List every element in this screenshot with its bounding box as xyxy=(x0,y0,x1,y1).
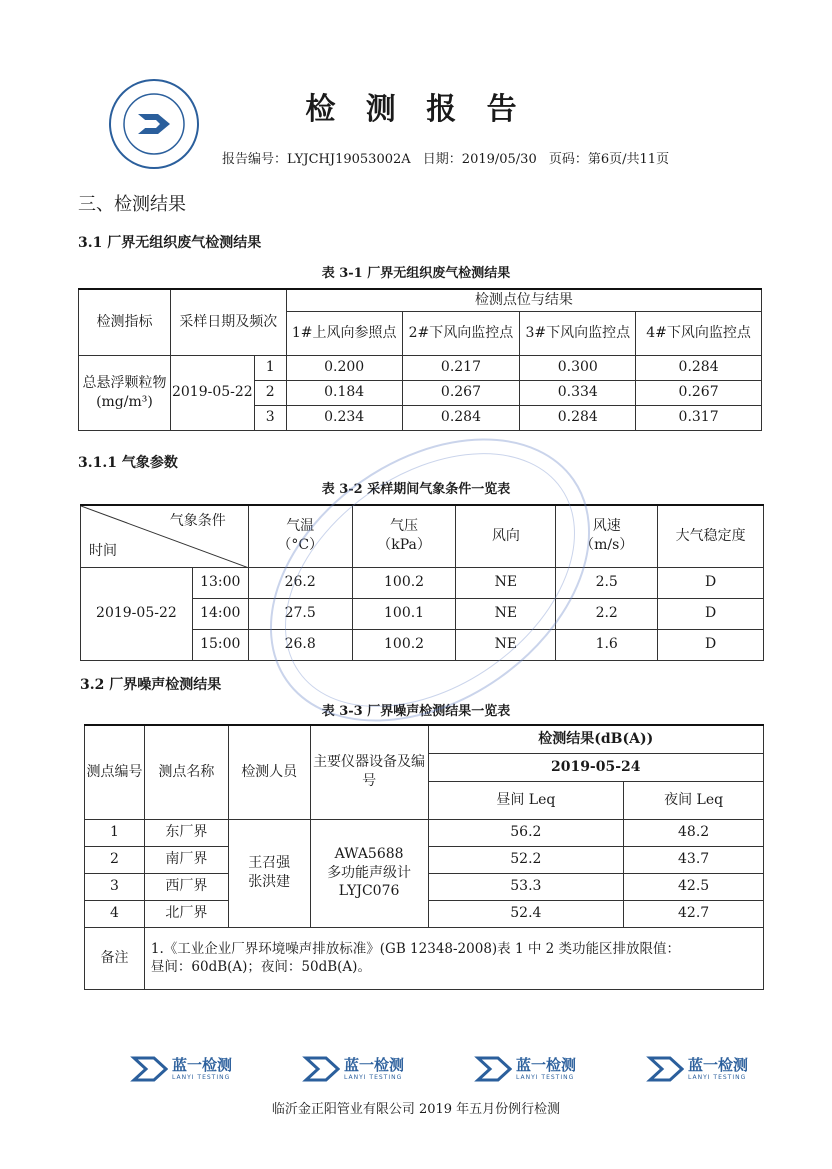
h-index: 检测指标 xyxy=(79,289,171,355)
index-name: 总悬浮颗粒物 xyxy=(82,374,167,391)
freq: 1 xyxy=(254,355,286,380)
h-date: 采样日期及频次 xyxy=(170,289,286,355)
footer-logo: 蓝一检测 LANYI TESTING xyxy=(474,1050,604,1090)
day-leq: 53.3 xyxy=(428,873,624,900)
note-label: 备注 xyxy=(85,927,145,989)
point-name: 东厂界 xyxy=(144,819,228,846)
instrument: AWA5688 多功能声级计 LYJC076 xyxy=(310,819,428,927)
stab: D xyxy=(658,598,764,629)
h-point-1: 1#上风向参照点 xyxy=(286,311,402,355)
note-text: 1.《工业企业厂界环境噪声排放标准》(GB 12348-2008)表 1 中 2 类功能区排放限值： 昼间：60dB(A)；夜间：50dB(A)。 xyxy=(144,927,763,989)
point-no: 1 xyxy=(85,819,145,846)
footer-logos xyxy=(130,1050,780,1090)
caption-table-3-3: 表 3-3 厂界噪声检测结果一览表 xyxy=(321,704,511,719)
footer-logo: 蓝一检测 LANYI TESTING xyxy=(302,1050,432,1090)
freq: 2 xyxy=(254,380,286,405)
wdir: NE xyxy=(456,598,556,629)
day-leq: 56.2 xyxy=(428,819,624,846)
temp: 26.2 xyxy=(248,567,352,598)
value: 0.234 xyxy=(286,405,402,430)
weather-date: 2019-05-22 xyxy=(81,567,193,660)
company-stamp xyxy=(240,400,620,760)
index-cell xyxy=(79,355,171,430)
day-leq: 52.2 xyxy=(428,846,624,873)
value: 0.284 xyxy=(402,405,520,430)
point-no: 4 xyxy=(85,900,145,927)
h-person: 检测人员 xyxy=(228,725,310,819)
h-instr: 主要仪器设备及编号 xyxy=(310,725,428,819)
page-number: 页码：第6页/共11页 xyxy=(548,152,670,167)
h-point-4: 4#下风向监控点 xyxy=(636,311,762,355)
h-point-2: 2#下风向监控点 xyxy=(402,311,520,355)
time: 13:00 xyxy=(192,567,248,598)
footer-logo: 蓝一检测 LANYI TESTING xyxy=(130,1050,260,1090)
heading-3-1: 3.1 厂界无组织废气检测结果 xyxy=(78,235,262,251)
wdir: NE xyxy=(456,567,556,598)
sample-date: 2019-05-22 xyxy=(170,355,254,430)
h-day: 昼间 Leq xyxy=(428,781,624,819)
h-temp: 气温 （°C） xyxy=(248,505,352,567)
night-leq: 43.7 xyxy=(624,846,764,873)
index-unit: (mg/m³) xyxy=(96,393,153,410)
press: 100.1 xyxy=(352,598,456,629)
stab: D xyxy=(658,567,764,598)
value: 0.284 xyxy=(636,355,762,380)
persons: 王召强 张洪建 xyxy=(228,819,310,927)
value: 0.284 xyxy=(520,405,636,430)
page-title: 检 测 报 告 xyxy=(305,92,527,127)
h-result-date: 2019-05-24 xyxy=(428,753,763,781)
brand-icon xyxy=(646,1050,684,1088)
footer-logo: 蓝一检测 LANYI TESTING xyxy=(646,1050,776,1090)
night-leq: 42.5 xyxy=(624,873,764,900)
freq: 3 xyxy=(254,405,286,430)
h-points: 检测点位与结果 xyxy=(286,289,761,311)
report-number: 报告编号：LYJCHJ19053002A xyxy=(222,152,411,167)
stab: D xyxy=(658,629,764,660)
h-wspd: 风速 （m/s） xyxy=(556,505,658,567)
brand-icon xyxy=(130,1050,168,1088)
press: 100.2 xyxy=(352,567,456,598)
h-press: 气压 （kPa） xyxy=(352,505,456,567)
caption-table-3-1: 表 3-1 厂界无组织废气检测结果 xyxy=(321,266,511,281)
point-no: 3 xyxy=(85,873,145,900)
h-stab: 大气稳定度 xyxy=(658,505,764,567)
night-leq: 48.2 xyxy=(624,819,764,846)
time: 14:00 xyxy=(192,598,248,629)
point-name: 西厂界 xyxy=(144,873,228,900)
brand-icon xyxy=(302,1050,340,1088)
temp: 27.5 xyxy=(248,598,352,629)
day-leq: 52.4 xyxy=(428,900,624,927)
h-cond-time xyxy=(81,505,249,567)
heading-3-1-1: 3.1.1 气象参数 xyxy=(78,455,178,471)
h-wdir: 风向 xyxy=(456,505,556,567)
wdir: NE xyxy=(456,629,556,660)
footer-text: 临沂金正阳管业有限公司 2019 年五月份例行检测 xyxy=(271,1102,561,1117)
night-leq: 42.7 xyxy=(624,900,764,927)
heading-3-2: 3.2 厂界噪声检测结果 xyxy=(80,677,222,693)
section-title: 三、检测结果 xyxy=(78,194,186,215)
point-name: 南厂界 xyxy=(144,846,228,873)
h-cond: 气象条件 xyxy=(169,513,226,529)
value: 0.200 xyxy=(286,355,402,380)
value: 0.334 xyxy=(520,380,636,405)
press: 100.2 xyxy=(352,629,456,660)
brand-icon xyxy=(474,1050,512,1088)
h-name: 测点名称 xyxy=(144,725,228,819)
wspd: 2.2 xyxy=(556,598,658,629)
point-no: 2 xyxy=(85,846,145,873)
value: 0.317 xyxy=(636,405,762,430)
h-point-3: 3#下风向监控点 xyxy=(520,311,636,355)
caption-table-3-2: 表 3-2 采样期间气象条件一览表 xyxy=(321,482,511,497)
value: 0.217 xyxy=(402,355,520,380)
h-night: 夜间 Leq xyxy=(624,781,764,819)
value: 0.267 xyxy=(402,380,520,405)
value: 0.300 xyxy=(520,355,636,380)
h-time: 时间 xyxy=(89,542,117,559)
h-no: 测点编号 xyxy=(85,725,145,819)
report-meta xyxy=(222,148,677,167)
temp: 26.8 xyxy=(248,629,352,660)
wspd: 1.6 xyxy=(556,629,658,660)
time: 15:00 xyxy=(192,629,248,660)
table-3-3 xyxy=(84,724,764,990)
value: 0.184 xyxy=(286,380,402,405)
report-date: 日期：2019/05/30 xyxy=(422,152,537,167)
point-name: 北厂界 xyxy=(144,900,228,927)
wspd: 2.5 xyxy=(556,567,658,598)
h-result: 检测结果(dB(A)) xyxy=(428,725,763,753)
value: 0.267 xyxy=(636,380,762,405)
